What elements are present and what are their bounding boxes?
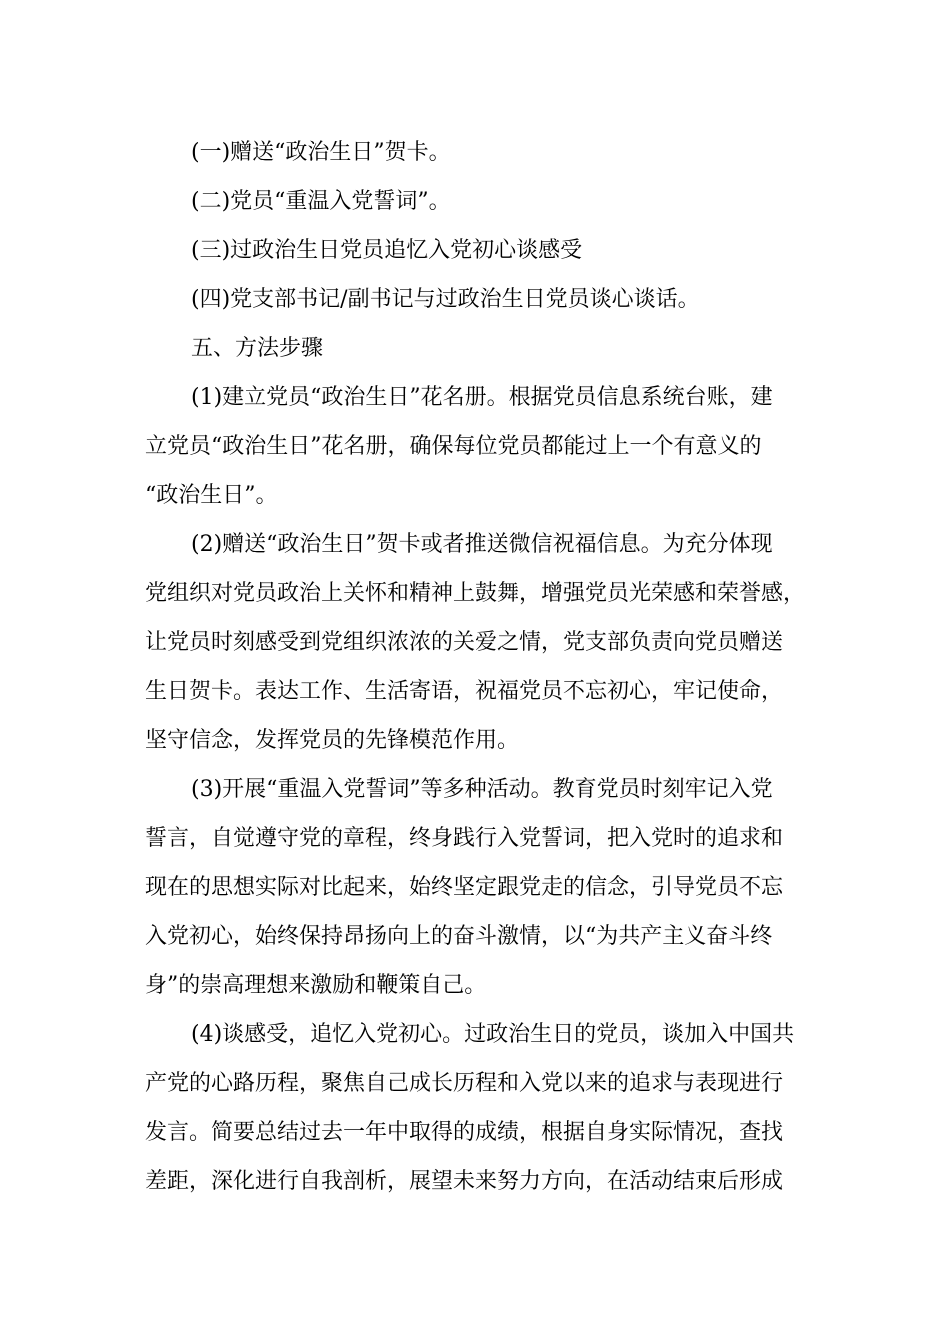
text-line: 坚守信念，发挥党员的先锋模范作用。 xyxy=(145,728,520,753)
text-line: 立党员“政治生日”花名册，确保每位党员都能过上一个有意义的 xyxy=(145,434,762,459)
document-body xyxy=(145,128,810,1206)
text-line: 誓言，自觉遵守党的章程，终身践行入党誓词，把入党时的追求和 xyxy=(145,826,784,851)
text-line: 现在的思想实际对比起来，始终坚定跟党走的信念，引导党员不忘 xyxy=(145,875,784,900)
paragraph xyxy=(145,373,810,520)
text-line: 五、方法步骤 xyxy=(191,336,324,361)
text-line: (三)过政治生日党员追忆入党初心谈感受 xyxy=(191,238,583,263)
paragraph xyxy=(145,128,810,177)
paragraph xyxy=(145,226,810,275)
paragraph xyxy=(145,520,810,765)
text-line: 产党的心路历程，聚焦自己成长历程和入党以来的追求与表现进行 xyxy=(145,1071,784,1096)
text-line: 身”的崇高理想来激励和鞭策自己。 xyxy=(145,973,487,998)
text-line: 生日贺卡。表达工作、生活寄语，祝福党员不忘初心，牢记使命， xyxy=(145,679,784,704)
text-line: (1)建立党员“政治生日”花名册。根据党员信息系统台账，建 xyxy=(191,385,773,410)
text-line: (四)党支部书记/副书记与过政治生日党员谈心谈话。 xyxy=(191,287,700,312)
text-line: 差距，深化进行自我剖析，展望未来努力方向，在活动结束后形成 xyxy=(145,1169,784,1194)
paragraph xyxy=(145,324,810,373)
text-line: 党组织对党员政治上关怀和精神上鼓舞，增强党员光荣感和荣誉感， xyxy=(145,581,806,606)
paragraph xyxy=(145,1010,810,1206)
text-line: (2)赠送“政治生日”贺卡或者推送微信祝福信息。为充分体现 xyxy=(191,532,773,557)
paragraph xyxy=(145,177,810,226)
text-line: (4)谈感受，追忆入党初心。过政治生日的党员，谈加入中国共 xyxy=(191,1022,795,1047)
text-line: 发言。简要总结过去一年中取得的成绩，根据自身实际情况，查找 xyxy=(145,1120,784,1145)
text-line: (3)开展“重温入党誓词”等多种活动。教育党员时刻牢记入党 xyxy=(191,777,773,802)
text-line: “政治生日”。 xyxy=(145,483,278,508)
text-line: 让党员时刻感受到党组织浓浓的关爱之情，党支部负责向党员赠送 xyxy=(145,630,784,655)
paragraph xyxy=(145,765,810,1010)
text-line: (一)赠送“政治生日”贺卡。 xyxy=(191,140,451,165)
paragraph xyxy=(145,275,810,324)
text-line: 入党初心，始终保持昂扬向上的奋斗激情，以“为共产主义奋斗终 xyxy=(145,924,773,949)
text-line: (二)党员“重温入党誓词”。 xyxy=(191,189,451,214)
